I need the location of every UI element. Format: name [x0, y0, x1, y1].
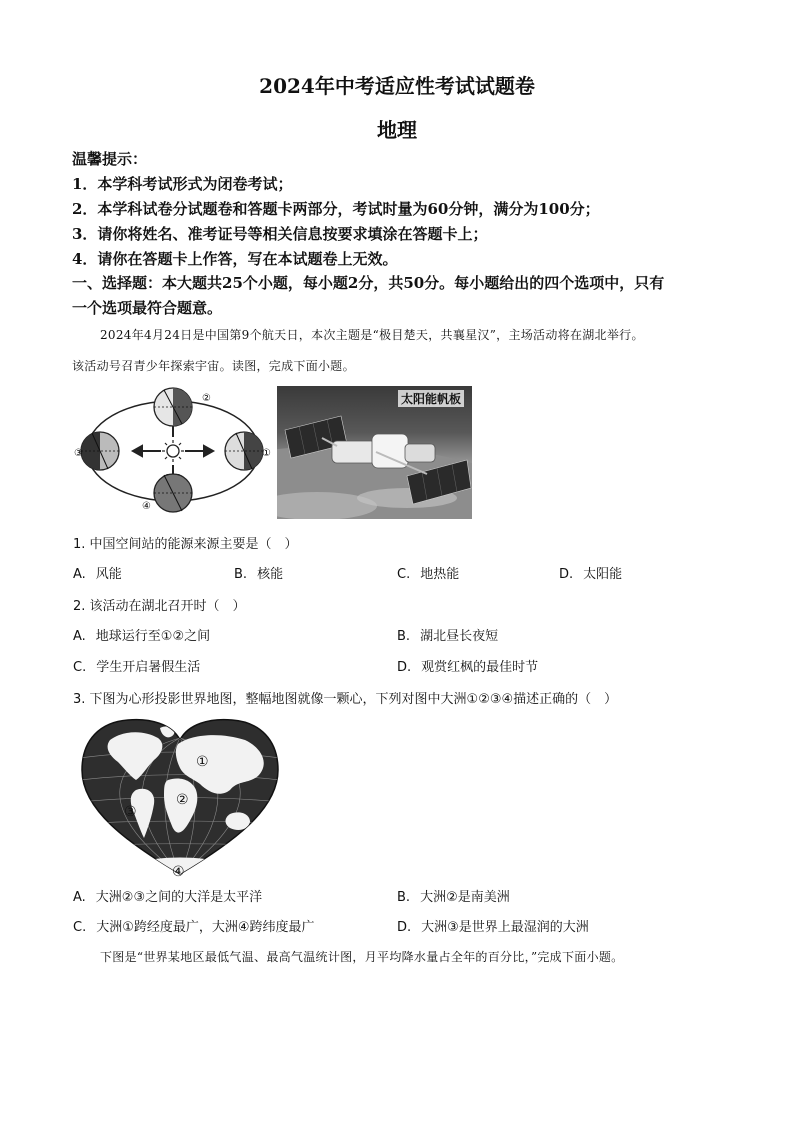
orbit-label: ④	[142, 501, 151, 512]
option-d: D. 太阳能	[559, 567, 623, 582]
continent-label: ②	[176, 792, 189, 808]
option-a: A. 风能	[73, 567, 122, 582]
page-title: 2024年中考适应性考试试题卷	[259, 74, 535, 98]
context-text: 该活动号召青少年探索宇宙。读图，完成下面小题。	[72, 359, 355, 373]
notice-heading: 温馨提示：	[72, 150, 148, 168]
heart-world-map	[80, 718, 280, 878]
option-c: C. 学生开启暑假生活	[73, 660, 201, 675]
context-text: 下图是“世界某地区最低气温、最高气温统计图，月平均降水量占全年的百分比，”完成下面小题。	[100, 950, 624, 964]
section-heading: 一、选择题：本大题共25个小题，每小题2分，共50分。每小题给出的四个选项中，只有	[72, 274, 665, 292]
question-stem: 1. 中国空间站的能源来源主要是（ ）	[73, 537, 298, 552]
continent-label: ③	[124, 804, 137, 820]
option-c: C. 地热能	[397, 567, 460, 582]
orbit-label: ②	[202, 393, 211, 404]
continent-label: ④	[172, 864, 185, 878]
photo-caption: 太阳能帆板	[398, 390, 464, 407]
option-a: A. 大洲②③之间的大洋是太平洋	[73, 890, 263, 905]
option-d: D. 大洲③是世界上最湿润的大洲	[397, 920, 589, 935]
question-stem: 3. 下图为心形投影世界地图，整幅地图就像一颗心，下列对图中大洲①②③④描述正确的（ ）	[73, 692, 618, 707]
earth-orbit-diagram	[74, 385, 272, 515]
option-b: B. 湖北昼长夜短	[397, 629, 499, 644]
option-b: B. 大洲②是南美洲	[397, 890, 510, 905]
option-d: D. 观赏红枫的最佳时节	[397, 660, 539, 675]
notice-item: 2．本学科试卷分试题卷和答题卡两部分，考试时量为60分钟，满分为100分；	[72, 200, 600, 218]
section-heading-cont: 一个选项最符合题意。	[72, 299, 223, 317]
subject-title: 地理	[377, 118, 417, 142]
option-c: C. 大洲①跨经度最广，大洲④跨纬度最广	[73, 920, 315, 935]
option-b: B. 核能	[234, 567, 284, 582]
orbit-label: ③	[74, 448, 83, 459]
continent-label: ①	[196, 754, 209, 770]
question-stem: 2. 该活动在湖北召开时（ ）	[73, 599, 246, 614]
context-text: 2024年4月24日是中国第9个航天日，本次主题是“极目楚天，共襄星汉”，主场活动将在湖北举行。	[100, 328, 644, 342]
notice-item: 3．请你将姓名、准考证号等相关信息按要求填涂在答题卡上；	[72, 225, 488, 243]
option-a: A. 地球运行至①②之间	[73, 629, 211, 644]
orbit-label: ①	[262, 448, 271, 459]
notice-item: 1．本学科考试形式为闭卷考试；	[72, 175, 293, 193]
space-station-photo	[277, 386, 472, 519]
notice-item: 4．请你在答题卡上作答，写在本试题卷上无效。	[72, 250, 398, 268]
